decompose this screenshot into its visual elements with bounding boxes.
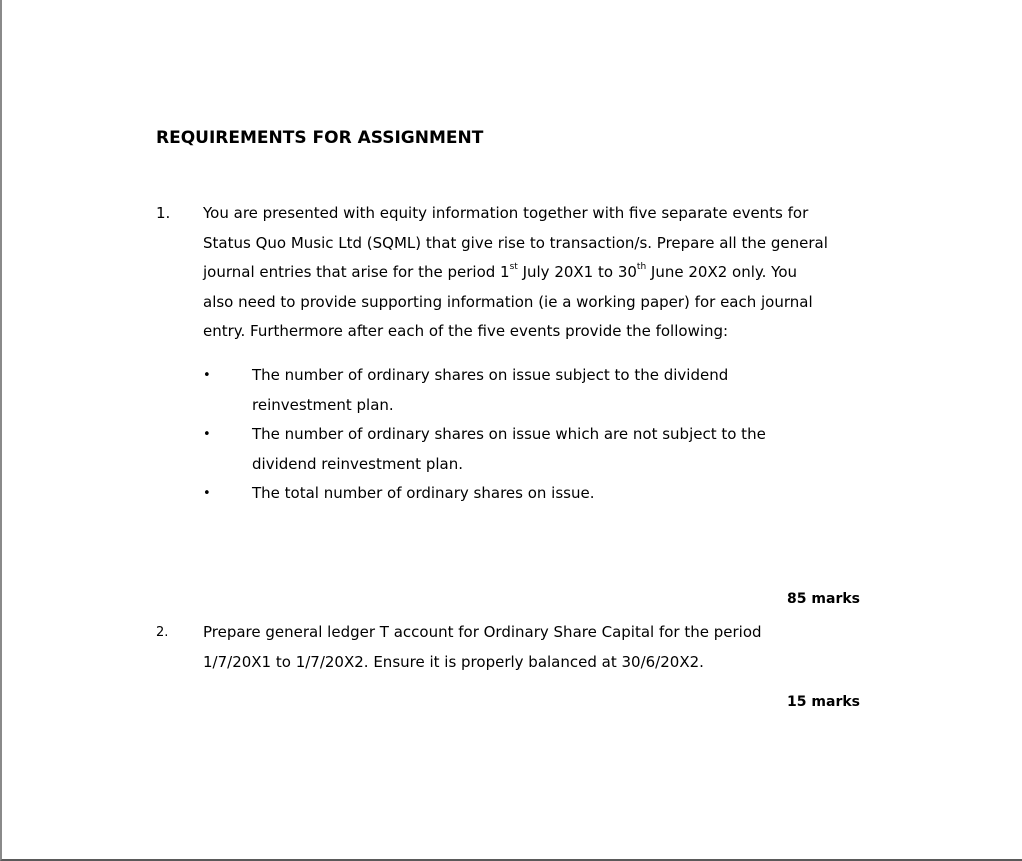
requirements-bullet-list: [203, 361, 823, 509]
bullet-icon: •: [203, 486, 211, 501]
bullet-item-1-line-2: reinvestment plan.: [252, 395, 394, 414]
question-1-line-2: Status Quo Music Ltd (SQML) that give rise to transaction/s. Prepare all the general: [203, 233, 828, 252]
question-1-text: [203, 199, 863, 347]
bullet-item-1-line-1: The number of ordinary shares on issue subject to the dividend: [252, 366, 729, 384]
document-heading: REQUIREMENTS FOR ASSIGNMENT: [156, 128, 484, 148]
question-1-line-3-part-3: June 20X2 only. You: [646, 263, 798, 281]
question-1-marks: 85 marks: [787, 591, 860, 607]
bullet-item-2: [203, 420, 823, 479]
bullet-icon: •: [203, 368, 211, 383]
bullet-item-3-line-1: The total number of ordinary shares on issue.: [252, 484, 595, 502]
bullet-icon: •: [203, 427, 211, 442]
bullet-item-1: [203, 361, 823, 420]
question-1-line-3-part-1: journal entries that arise for the period 1: [203, 263, 510, 281]
question-1-line-3: [203, 258, 863, 288]
question-1-number: 1.: [156, 204, 171, 222]
bullet-item-2-line-1: The number of ordinary shares on issue which are not subject to the: [252, 425, 766, 443]
question-2-number: 2.: [156, 625, 169, 640]
question-1-line-4: also need to provide supporting information (ie a working paper) for each journal: [203, 292, 813, 311]
bullet-item-2-line-2: dividend reinvestment plan.: [252, 454, 463, 473]
bullet-item-3: [203, 479, 823, 509]
question-2-line-2: 1/7/20X1 to 1/7/20X2. Ensure it is properly balanced at 30/6/20X2.: [203, 652, 704, 671]
ordinal-suffix-st: st: [509, 262, 518, 272]
question-2-line-1: Prepare general ledger T account for Ordinary Share Capital for the period: [203, 623, 762, 641]
question-1-line-1: You are presented with equity information together with five separate events for: [203, 204, 809, 222]
ordinal-suffix-th: th: [636, 262, 647, 272]
question-1-line-3-part-2: July 20X1 to 30: [517, 263, 637, 281]
question-2-text: [203, 618, 863, 677]
question-2-marks: 15 marks: [787, 694, 860, 710]
question-1-line-5: entry. Furthermore after each of the five events provide the following:: [203, 322, 729, 340]
